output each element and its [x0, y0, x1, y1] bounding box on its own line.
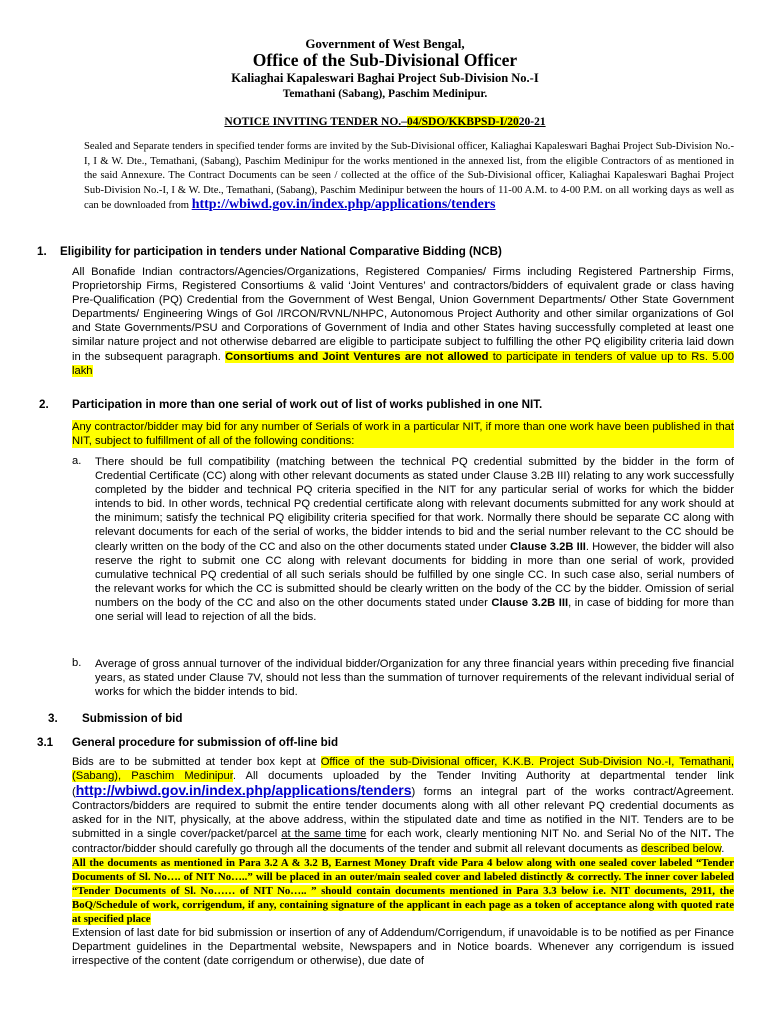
bold-instructions: All the documents as mentioned in Para 3.2 A & 3.2 B, Earnest Money Draft vide Para 4 below along with one sealed cover labeled “Tender Documents of Sl. No…. of NIT No…..” will be placed in an outer/main sealed cover and labeled distinctly & correctly. The inner cover labeled “Tender Documents of Sl. No…… of NIT No….. ” should contain documents mentioned in Para 3.3 below i.e. NIT documents, 2911, the BoQ/Schedule of work, corrigendum, if any, containing signature of the applicant in each page as a token of acceptance along with quoted rate at specified place [72, 856, 734, 926]
header-address: Temathani (Sabang), Paschim Medinipur. [282, 88, 488, 100]
section-1-number: 1. [37, 245, 47, 258]
section-3-title: Submission of bid [82, 712, 183, 725]
section-3-1-body: Bids are to be submitted at tender box kept at Office of the sub-Divisional officer, K.K.B. Project Sub-Division No.-I, Temathani, (Sabang), Paschim Medinipur. All documents uploaded by the Tender Inviting Authority at departmental tender link (http://wbiwd.gov.in/index.php/applications/tenders) forms an integral part of the works contract/Agreement. Contractors/bidders are required to submit the entire tender documents along with all other relevant PQ credential documents as asked for in the NIT, physically, at the above address, within the stipulated date and time as notified in the NIT. Tenders are to be submitted in a single cover/packet/parcel at the same time for each work, clearly mentioning NIT No. and Serial No of the NIT. The contractor/bidder should carefully go through all the documents of the tender and submit all relevant documents as described below. All the documents as mentioned in Para 3.2 A & 3.2 B, Earnest Money Draft vide Para 4 below along with one sealed cover labeled “Tender Documents of Sl. No…. of NIT No…..” will be placed in an outer/main sealed cover and labeled distinctly & correctly. The inner cover labeled “Tender Documents of Sl. No…… of NIT No….. ” should contain documents mentioned in Para 3.3 below i.e. NIT documents, 2911, the BoQ/Schedule of work, corrigendum, if any, containing signature of the applicant in each page as a token of acceptance along with quoted rate at specified place Extension of last date for bid submission or insertion of any of Addendum/Corrigendum, if unavoidable is to be notified as per Finance Department guidelines in the Departmental website, Newspapers and in Notice boards. Whenever any corrigendum is issued irrespective of the content (date corrigendum or otherwise), due date of [72, 756, 735, 968]
section-2-title: Participation in more than one serial of work out of list of works published in one NIT. [72, 398, 543, 411]
section-1-title: Eligibility for participation in tenders under National Comparative Bidding (NCB) [60, 245, 502, 258]
tender-link[interactable]: http://wbiwd.gov.in/index.php/applications/tenders [191, 197, 496, 213]
section-1-body: All Bonafide Indian contractors/Agencies/Organizations, Registered Companies/ Firms including Registered Partnership Firms, Proprietorship Firms, Registered Consortiums & valid ‘Joint Ventures’ and contractors/bidders of equivalent grade or class having Pre-Qualification (PQ) Credential from the Government of West Bengal, Union Government Departments/ Other State Government Departments/ Engineering Wings of GoI /IRCON/RVNL/NHPC, Autonomous Project Authority and other similar organizations of GoI and State Governments/PSU and Corporations of Government of India and other States having successfully completed at least one similar nature project and not otherwise debarred are eligible to participate subject to fulfilling the other PQ eligibility criteria laid down in the subsequent paragraph. Consortiums and Joint Ventures are not allowed to participate in tenders of value up to Rs. 5.00 lakh [72, 266, 734, 377]
section-2-intro: Any contractor/bidder may bid for any number of Serials of work in a particular NIT, if more than one work have been published in that NIT, subject to fulfillment of all of the following conditions: [72, 421, 734, 448]
tender-link-2[interactable]: http://wbiwd.gov.in/index.php/applications/tenders [75, 782, 412, 799]
section-2-number: 2. [39, 398, 49, 411]
header-office-title: Office of the Sub-Divisional Officer [252, 50, 518, 70]
header-government: Government of West Bengal, [305, 36, 465, 51]
section-3-1-number: 3.1 [37, 736, 54, 749]
item-b-label: b. [72, 657, 82, 669]
intro-paragraph: Sealed and Separate tenders in specified tender forms are invited by the Sub-Divisional officer, Kaliaghai Kapaleswari Baghai Project Sub-Division No.-I, I & W. Dte., Temathani, (Sabang), Paschim Medinipur for the works mentioned in the annexed list, from the eligible Contractors of as mentioned in the said Annexure. The Contract Documents can be seen / collected at the office of the Sub-Divisional officer, Kaliaghai Kapaleswari Baghai Project Sub-Division No.-I, I & W. Dte., Temathani, (Sabang), Paschim Medinipur between the hours of 11-00 A.M. to 4-00 P.M. on all working days as well as can be downloaded from http://wbiwd.gov.in/index.php/applications/tenders [84, 141, 734, 213]
item-a-text: There should be full compatibility (matching between the technical PQ credential submitted by the bidder in the form of Credential Certificate (CC) along with other relevant documents as stated under Clause 3.2B III) relating to any work successfully completed by the bidder and technical PQ criteria specified in the NIT for any particular serial of works for which the bidder intends to bid. In other words, technical PQ credential certificate along with relevant documents submitted for any work should at the minimum; satisfy the technical PQ eligibility criteria specified for that work. Normally there should be separate CC along with relevant documents for each of the serial of works, the bidder intends to bid and the serial number relevant to the CC should be clearly written on the body of the CC and also on the other documents stated under Clause 3.2B III. However, the bidder will also reserve the right to submit one CC along with relevant documents for bidding in more than one serial of work, provided cumulative technical PQ credential of all such serials should be fulfilled by one single CC. In such case also, serial numbers of the relevant works for which the CC is submitted should be clearly written on the body of the CC by the bidder. Omission of serial numbers on the body of the CC and also on the other documents stated under Clause 3.2B III, in case of bidding for more than one serial will lead to rejection of all the bids. [95, 456, 734, 624]
nit-number: NOTICE INVITING TENDER NO.–04/SDO/KKBPSD-I/2020-21 [224, 116, 546, 128]
section-3-number: 3. [48, 712, 58, 725]
extension-paragraph: Extension of last date for bid submission or insertion of any of Addendum/Corrigendum, if unavoidable is to be notified as per Finance Department guidelines in the Departmental website, Newspapers and in Notice boards. Whenever any corrigendum is issued irrespective of the content (date corrigendum or otherwise), due date of [72, 927, 734, 968]
header-project: Kaliaghai Kapaleswari Baghai Project Sub-Division No.-I [231, 71, 539, 85]
item-b-text: Average of gross annual turnover of the individual bidder/Organization for any three financial years within preceding five financial years, as stated under Clause 7V, should not less than the summation of turnover requirements of the relevant individual serial of works for which the bidder intends to bid. [95, 658, 734, 699]
section-3-1-title: General procedure for submission of off-line bid [72, 736, 339, 749]
item-a-label: a. [72, 455, 82, 467]
